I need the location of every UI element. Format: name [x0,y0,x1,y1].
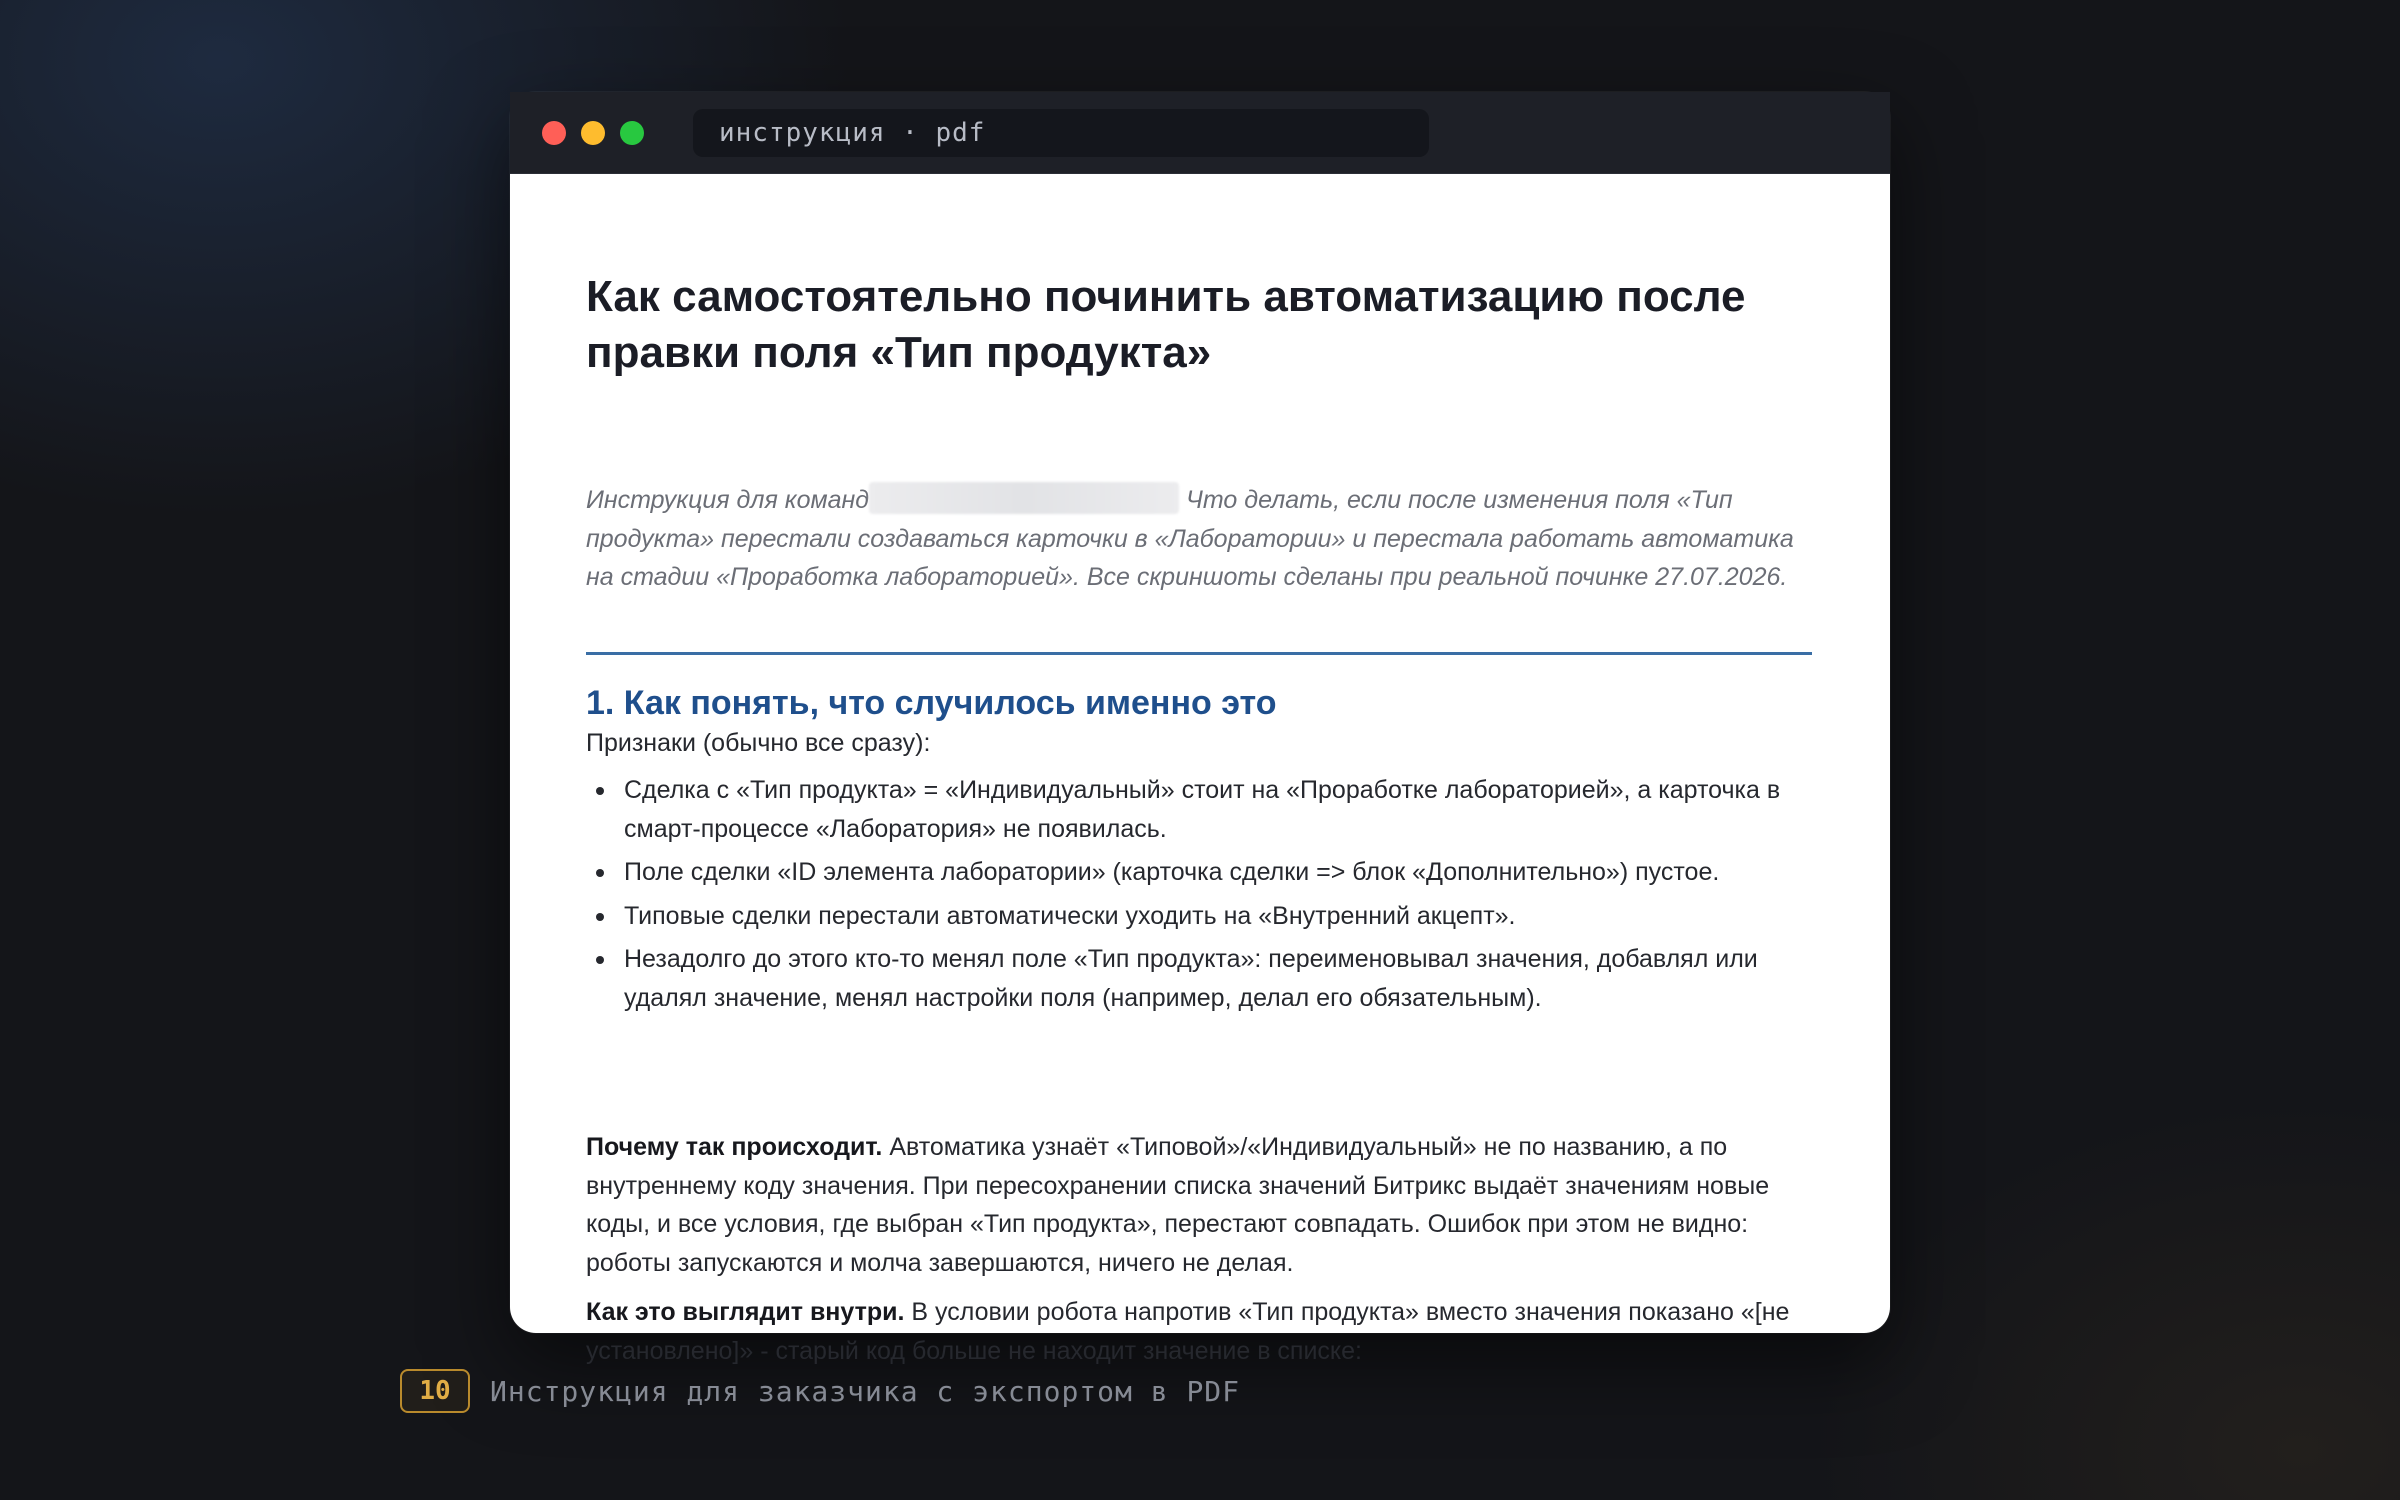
why-paragraph [586,1128,1812,1282]
pdf-viewer-window [510,92,1890,1365]
look-text: В условии робота напротив «Тип продукта» вместо значения показано «[не установлено]» - старый код больше не находит значение в списке: [586,1298,1790,1365]
list-item: Типовые сделки перестали автоматически уходить на «Внутренний акцепт». [586,897,1812,936]
signs-intro: Признаки (обычно все сразу): [586,729,931,757]
signs-list [586,771,1812,1022]
slide-caption: Инструкция для заказчика с экспортом в PDF [490,1375,1241,1408]
lead-suffix: Что делать, если после изменения поля «Тип продукта» перестали создаваться карточки в «Лаборатории» и перестала работать автоматика на стадии «Проработка лабораторией». Все скриншоты сделаны при реальной починке 27.07.2026. [586,486,1794,591]
document-title: Как самостоятельно починить автоматизацию после правки поля «Тип продукта» [586,272,1746,377]
section-divider [586,652,1812,655]
address-bar[interactable]: инструкция · pdf [693,109,1429,157]
list-item: Сделка с «Тип продукта» = «Индивидуальный» стоит на «Проработке лабораторией», а карточка в смарт-процессе «Лаборатория» не появилась. [586,771,1812,848]
why-text: Автоматика узнаёт «Типовой»/«Индивидуальный» не по названию, а по внутреннему коду значения. При пересохранении списка значений Битрикс выдаёт значениям новые коды, и все условия, где выбран «Тип продукта», перестают совпадать. Ошибок при этом не видно: роботы запускаются и молча завершаются, ничего не делая. [586,1133,1770,1277]
lead-prefix: Инструкция для команд [586,486,870,514]
why-label: Почему так происходит. [586,1133,883,1161]
window-titlebar [510,92,1890,174]
list-item: Незадолго до этого кто-то менял поле «Тип продукта»: переименовывал значения, добавлял или удалял значение, менял настройки поля (например, делал его обязательным). [586,940,1812,1017]
slide-number-badge: 10 [400,1369,470,1413]
look-label: Как это выглядит внутри. [586,1298,905,1326]
document-page [586,173,1812,1365]
maximize-window-button[interactable] [620,121,644,145]
minimize-window-button[interactable] [581,121,605,145]
list-item: Поле сделки «ID элемента лаборатории» (карточка сделки => блок «Дополнительно») пустое. [586,853,1812,892]
redacted-text [869,482,1179,514]
section-heading: 1. Как понять, что случилось именно это [586,684,1277,722]
look-paragraph [586,1293,1812,1370]
close-window-button[interactable] [542,121,566,145]
document-lead [586,481,1812,597]
